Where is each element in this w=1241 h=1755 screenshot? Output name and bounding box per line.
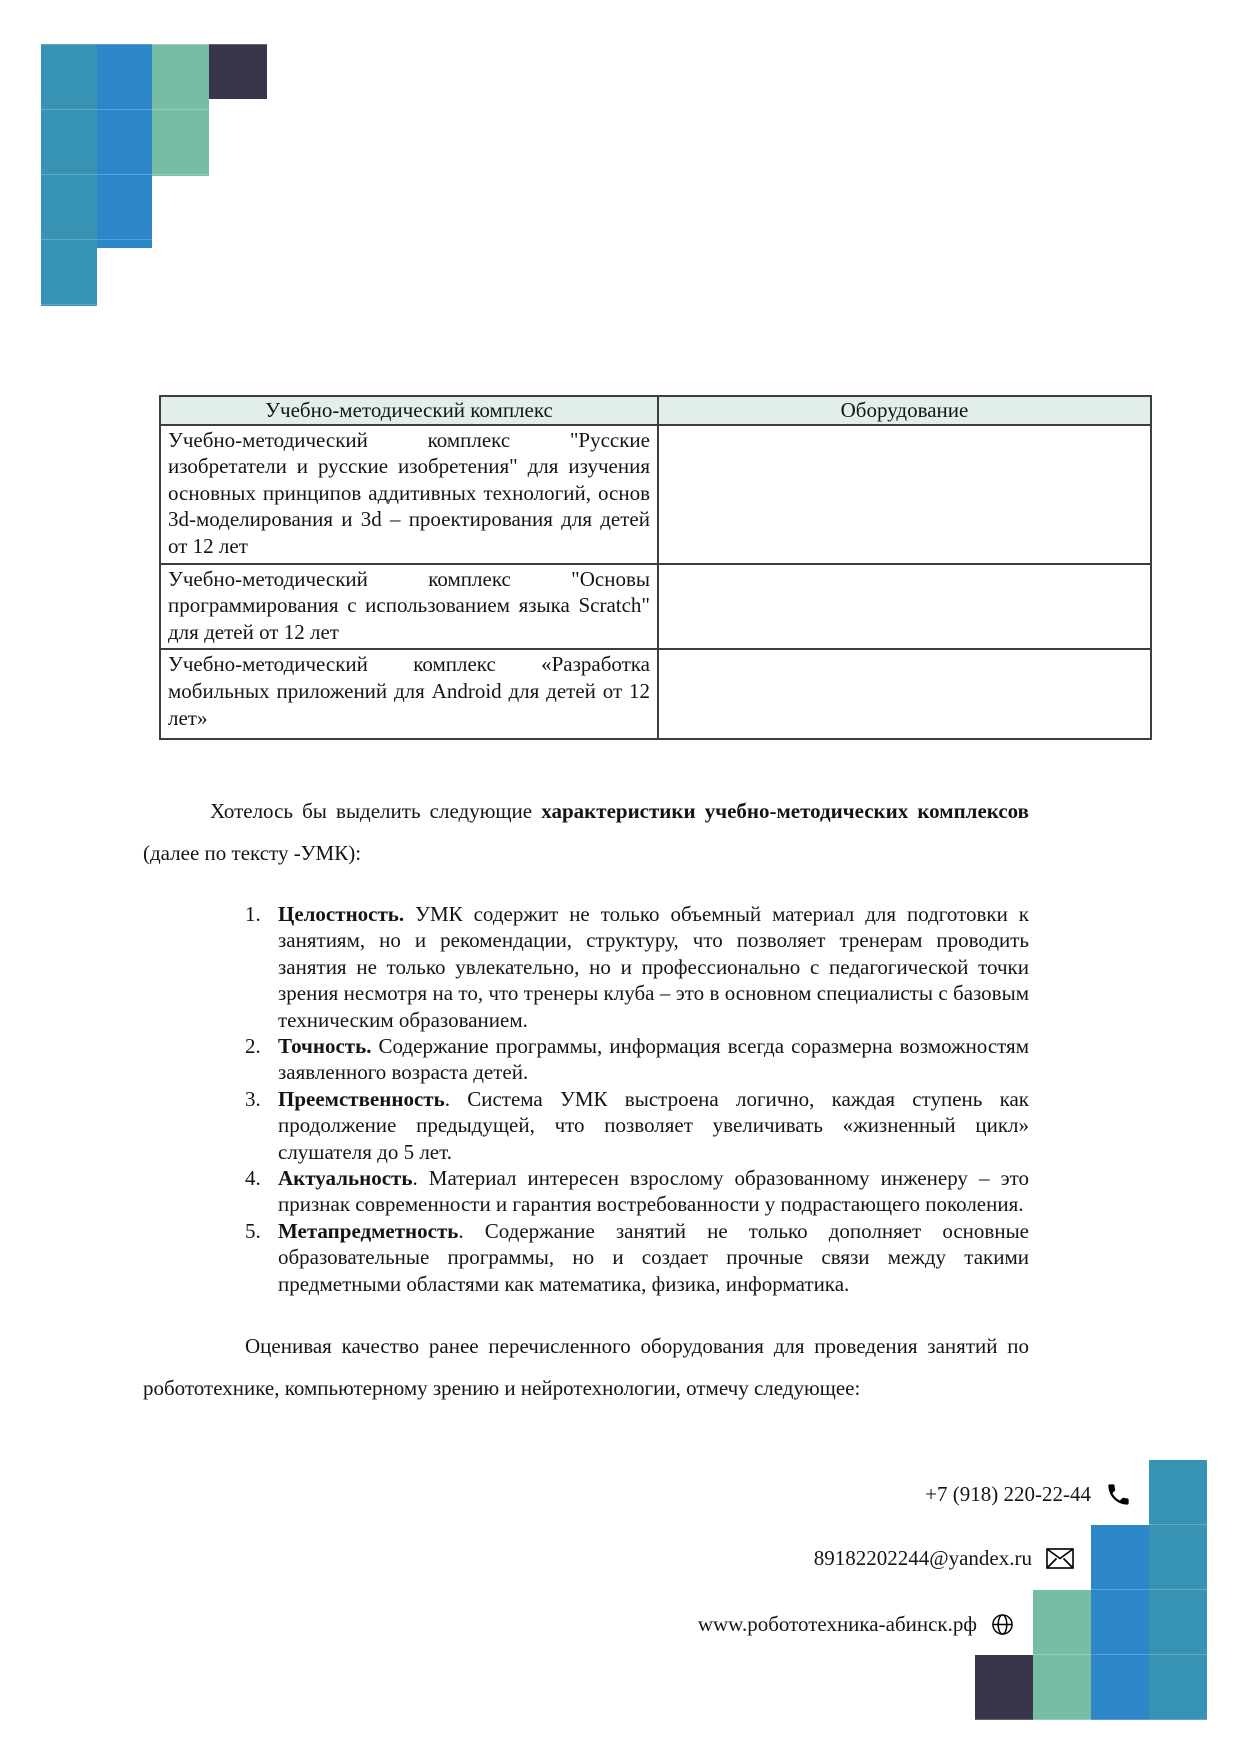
phone-handset-icon (1105, 1481, 1132, 1508)
item-number: 2. (245, 1034, 261, 1059)
item-text: . Система УМК выстроена логично, каждая ступень как продолжение предыдущей, что позволяет увеличивать «жизненный цикл» слушателя до 5 лет. (278, 1086, 1029, 1164)
logo-bar-green (1033, 1590, 1091, 1720)
list-item (245, 1033, 1029, 1086)
logo-bar-teal (1149, 1460, 1207, 1720)
item-text: УМК содержит не только объемный материал для подготовки к занятиям, но и рекомендации, структуру, что позволяет тренерам проводить занятия не только увлекательно, но и профессионально с педагогической точки зрения несмотря на то, что тренеры клуба – это в основном специалисты с базовым техническим образованием. (278, 902, 1029, 1032)
phone-number: +7 (918) 220-22-44 (925, 1481, 1091, 1506)
table-row (160, 649, 1151, 739)
item-term: Преемственность (278, 1086, 445, 1111)
intro-lead: Хотелось бы выделить следующие (210, 799, 542, 823)
table-row (160, 564, 1151, 650)
item-term: Точность. (278, 1034, 372, 1059)
item-term: Метапредметность (278, 1218, 459, 1243)
item-number: 5. (245, 1218, 261, 1243)
logo-bar-dark (975, 1655, 1033, 1720)
list-item (245, 1086, 1029, 1165)
equipment-cell (658, 564, 1151, 650)
item-text: . Содержание занятий не только дополняет основные образовательные программы, но и создает прочные связи между такими предметными областями как математика, физика, информатика. (278, 1218, 1029, 1296)
equipment-cell (658, 649, 1151, 739)
contact-website-row (698, 1608, 1014, 1640)
globe-icon (991, 1613, 1014, 1636)
item-number: 1. (245, 902, 261, 926)
intro-bold-phrase: характеристики учебно-методических комплексов (541, 799, 1029, 823)
logo-bar-blue (1091, 1525, 1149, 1720)
envelope-icon (1046, 1548, 1074, 1569)
list-item (245, 1165, 1029, 1218)
table-header-row (160, 396, 1151, 425)
item-text: . Материал интересен взрослому образованному инженеру – это признак современности и гарантия востребованности у подрастающего поколения. (278, 1166, 1029, 1217)
table-header-umk: Учебно-методический комплекс (160, 396, 658, 425)
item-text: Содержание программы, информация всегда соразмерна возможностям заявленного возраста детей. (278, 1034, 1029, 1085)
item-number: 3. (245, 1086, 261, 1111)
logo-bar-green (152, 44, 209, 176)
item-number: 4. (245, 1166, 261, 1191)
website-address: www.робототехника-абинск.рф (697, 1611, 977, 1636)
contact-email-row (814, 1542, 1074, 1574)
item-term: Актуальность (278, 1166, 413, 1191)
features-list (245, 901, 1029, 1297)
list-item (245, 901, 1029, 1033)
umk-cell: Учебно-методический комплекс "Основы программирования с использованием языка Scratch" для детей от 12 лет (160, 564, 658, 650)
item-term: Целостность. (278, 902, 405, 926)
logo-bar-blue (97, 44, 152, 248)
closing-paragraph: Оценивая качество ранее перечисленного оборудования для проведения занятий по робототехнике, компьютерному зрению и нейротехнологии, отмечу следующее: (143, 1334, 1029, 1400)
contact-phone-row (925, 1478, 1132, 1510)
umk-table (159, 395, 1152, 740)
intro-tail: (далее по тексту -УМК): (143, 841, 362, 865)
email-address: 89182202244@yandex.ru (813, 1545, 1032, 1570)
logo-bar-dark (209, 44, 267, 99)
equipment-cell (658, 425, 1151, 564)
list-item (245, 1218, 1029, 1297)
umk-cell: Учебно-методический комплекс «Разработка мобильных приложений для Android для детей от 12 лет» (160, 649, 658, 739)
logo-bar-teal (41, 44, 97, 306)
umk-cell: Учебно-методический комплекс "Русские изобретатели и русские изобретения" для изучения основных принципов аддитивных технологий, основ 3d-моделирования и 3d – проектирования для детей от 12 лет (160, 425, 658, 564)
intro-paragraph (143, 790, 1029, 874)
table-header-equipment: Оборудование (658, 396, 1151, 425)
table-row (160, 425, 1151, 564)
